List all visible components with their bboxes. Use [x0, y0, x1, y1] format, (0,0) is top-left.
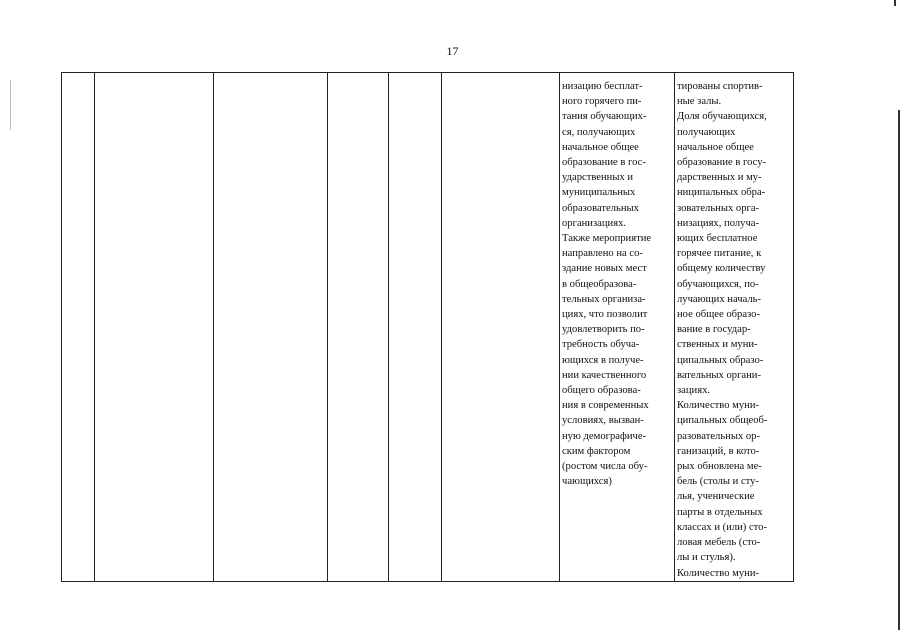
text-line: нии качественного	[562, 369, 647, 381]
text-line: удовлетворить по-	[562, 324, 645, 336]
text-line: в общеобразова-	[562, 278, 637, 290]
cell-text	[95, 73, 213, 79]
text-line: рых обновлена ме-	[677, 461, 762, 473]
text-line: ные залы.	[677, 96, 722, 108]
text-line: Также мероприятие	[562, 233, 652, 245]
text-line: (ростом числа обу-	[562, 461, 648, 473]
text-line: вание в государ-	[677, 324, 751, 336]
scan-edge-mark	[894, 0, 896, 6]
text-line: ния в современных	[562, 400, 649, 412]
table-cell-col5	[389, 73, 442, 582]
text-line: Количество муни-	[677, 400, 760, 412]
table-cell-event-description	[560, 73, 675, 582]
text-line: направлено на со-	[562, 248, 643, 260]
cell-text	[62, 73, 94, 79]
text-line: ниципальных обра-	[677, 187, 766, 199]
cell-text	[328, 73, 388, 79]
text-line: классах и (или) сто-	[677, 521, 767, 533]
text-line: лучающих началь-	[677, 293, 762, 305]
text-line: ся, получающих	[562, 126, 636, 138]
text-line: образование в гос-	[562, 157, 646, 169]
text-line: обучающихся, по-	[677, 278, 759, 290]
text-line: низацию бесплат-	[562, 81, 643, 92]
table-row	[62, 73, 794, 582]
cell-text	[389, 73, 441, 79]
text-line: ципальных общеоб-	[677, 415, 768, 427]
table-cell-col6	[442, 73, 560, 582]
table-cell-col4	[328, 73, 389, 582]
scan-edge-mark	[10, 80, 11, 130]
text-line: ную демографиче-	[562, 430, 647, 442]
text-line: низациях, получа-	[677, 217, 759, 229]
text-line: разовательных ор-	[677, 430, 761, 442]
text-line: дарственных и му-	[677, 172, 762, 184]
text-line: лья, ученические	[677, 491, 755, 503]
cell-text	[560, 73, 674, 489]
table-cell-indicators	[675, 73, 794, 582]
text-line: бель (столы и сту-	[677, 476, 759, 488]
text-line: парты в отдельных	[677, 506, 763, 518]
text-line: ципальных образо-	[677, 354, 764, 366]
text-line: тельных организа-	[562, 293, 646, 305]
text-line: ганизаций, в кото-	[677, 445, 760, 457]
text-line: тированы спортив-	[677, 81, 763, 92]
text-line: ющихся в получе-	[562, 354, 644, 366]
text-line: горячее питание, к	[677, 248, 762, 260]
text-line: Доля обучающихся,	[677, 111, 767, 123]
text-line: зовательных орга-	[677, 202, 760, 214]
text-line: образовательных	[562, 202, 639, 214]
page-number: 17	[446, 44, 459, 58]
text-line: лы и стулья).	[677, 552, 736, 564]
text-line: ного горячего пи-	[562, 96, 642, 108]
text-line: общему количеству	[677, 263, 766, 275]
text-line: ное общее образо-	[677, 309, 760, 321]
table-cell-col1	[62, 73, 95, 582]
table-cell-col3	[214, 73, 328, 582]
text-line: начальное общее	[562, 141, 639, 153]
cell-text	[442, 73, 559, 79]
table-cell-col2	[95, 73, 214, 582]
text-line: вательных органи-	[677, 369, 761, 381]
text-line: организациях.	[562, 217, 627, 229]
text-line: ющих бесплатное	[677, 233, 758, 245]
text-line: начальное общее	[677, 141, 754, 153]
text-line: требность обуча-	[562, 339, 640, 351]
text-line: здание новых мест	[562, 263, 647, 275]
text-line: общего образова-	[562, 385, 641, 397]
text-line: зациях.	[677, 385, 711, 397]
text-line: получающих	[677, 126, 736, 138]
text-line: ловая мебель (сто-	[677, 537, 761, 549]
text-line: ским фактором	[562, 445, 631, 457]
text-line: циях, что позволит	[562, 309, 648, 321]
cell-text	[214, 73, 327, 79]
text-line: ственных и муни-	[677, 339, 758, 351]
text-line: тания обучающих-	[562, 111, 647, 123]
text-line: образование в госу-	[677, 157, 767, 169]
scan-edge-line	[898, 110, 900, 630]
text-line: ударственных и	[562, 172, 634, 184]
text-line: муниципальных	[562, 187, 636, 199]
text-line: условиях, вызван-	[562, 415, 644, 427]
text-line: Количество муни-	[677, 567, 760, 579]
text-line: чающихся)	[562, 476, 612, 488]
cell-text	[675, 73, 793, 581]
document-table	[61, 72, 794, 582]
